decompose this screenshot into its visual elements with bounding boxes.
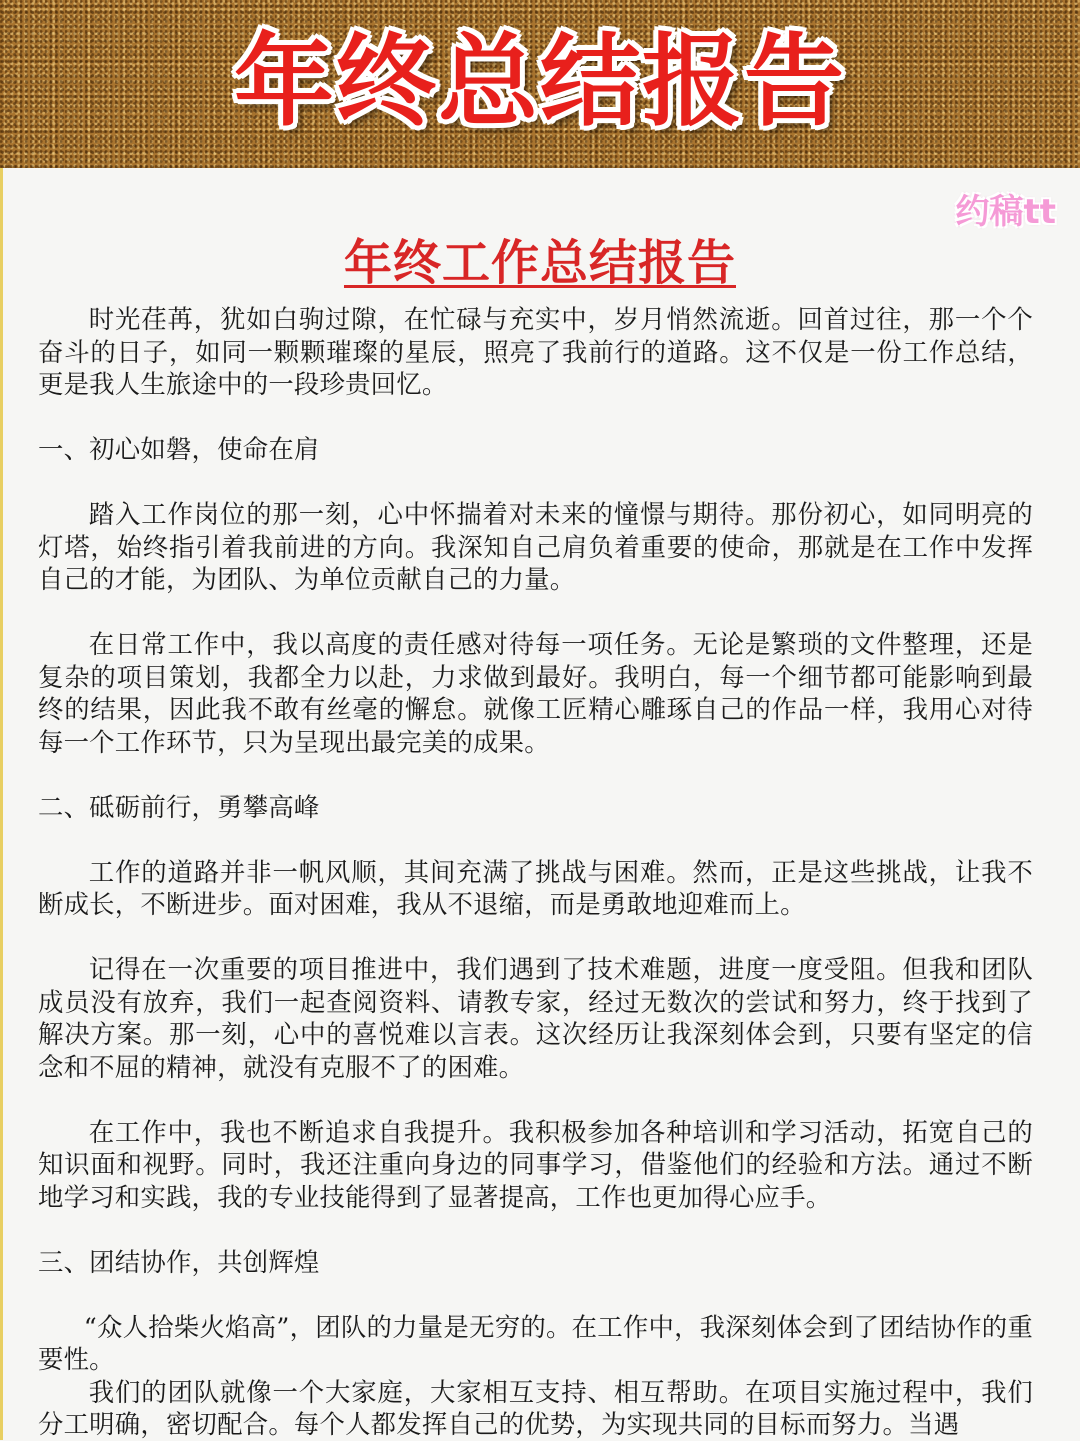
document-title — [0, 224, 1080, 293]
section3-paragraph-1: “众人拾柴火焰高”，团队的力量是无穷的。在工作中，我深刻体会到了团结协作的重要性。 — [38, 1311, 1033, 1374]
section1-paragraph-1: 踏入工作岗位的那一刻，心中怀揣着对未来的憧憬与期待。那份初心，如同明亮的灯塔，始终指引着我前进的方向。我深知自己肩负着重要的使命，那就是在工作中发挥自己的才能，为团队、为单位贡献自己的力量。 — [38, 499, 1033, 594]
section-heading-3: 三、团结协作，共创辉煌 — [38, 1246, 320, 1277]
author-watermark: 约稿tt — [955, 192, 1056, 232]
section2-paragraph-2: 记得在一次重要的项目推进中，我们遇到了技术难题，进度一度受阻。但我和团队成员没有放弃，我们一起查阅资料、请教专家，经过无数次的尝试和努力，终于找到了解决方案。那一刻，心中的喜悦难以言表。这次经历让我深刻体会到，只要有坚定的信念和不屈的精神，就没有克服不了的困难。 — [38, 954, 1033, 1082]
header-banner — [0, 0, 1080, 168]
document-title-text: 年终工作总结报告 — [343, 235, 736, 291]
document-body — [38, 303, 1033, 1441]
section1-paragraph-2: 在日常工作中，我以高度的责任感对待每一项任务。无论是繁琐的文件整理，还是复杂的项目策划，我都全力以赴，力求做到最好。我明白，每一个细节都可能影响到最终的结果，因此我不敢有丝毫的懈怠。就像工匠精心雕琢自己的作品一样，我用心对待每一个工作环节，只为呈现出最完美的成果。 — [38, 629, 1033, 757]
banner-title: 年终总结报告 — [234, 23, 846, 140]
section-heading-2: 二、砥砺前行，勇攀高峰 — [38, 791, 320, 822]
section2-paragraph-3: 在工作中，我也不断追求自我提升。我积极参加各种培训和学习活动，拓宽自己的知识面和视野。同时，我还注重向身边的同事学习，借鉴他们的经验和方法。通过不断地学习和实践，我的专业技能得到了显著提高，工作也更加得心应手。 — [38, 1116, 1033, 1212]
section2-paragraph-1: 工作的道路并非一帆风顺，其间充满了挑战与困难。然而，正是这些挑战，让我不断成长，不断进步。面对困难，我从不退缩，而是勇敢地迎难而上。 — [38, 856, 1033, 919]
section3-paragraph-2: 我们的团队就像一个大家庭，大家相互支持、相互帮助。在项目实施过程中，我们分工明确，密切配合。每个人都发挥自己的优势，为实现共同的目标而努力。当遇 — [38, 1376, 1033, 1439]
section-heading-1: 一、初心如磐，使命在肩 — [38, 434, 320, 464]
left-border-decoration — [0, 168, 3, 1440]
intro-paragraph: 时光荏苒，犹如白驹过隙，在忙碌与充实中，岁月悄然流逝。回首过往，那一个个奋斗的日子，如同一颗颗璀璨的星辰，照亮了我前行的道路。这不仅是一份工作总结，更是我人生旅途中的一段珍贵回忆。 — [38, 304, 1033, 399]
